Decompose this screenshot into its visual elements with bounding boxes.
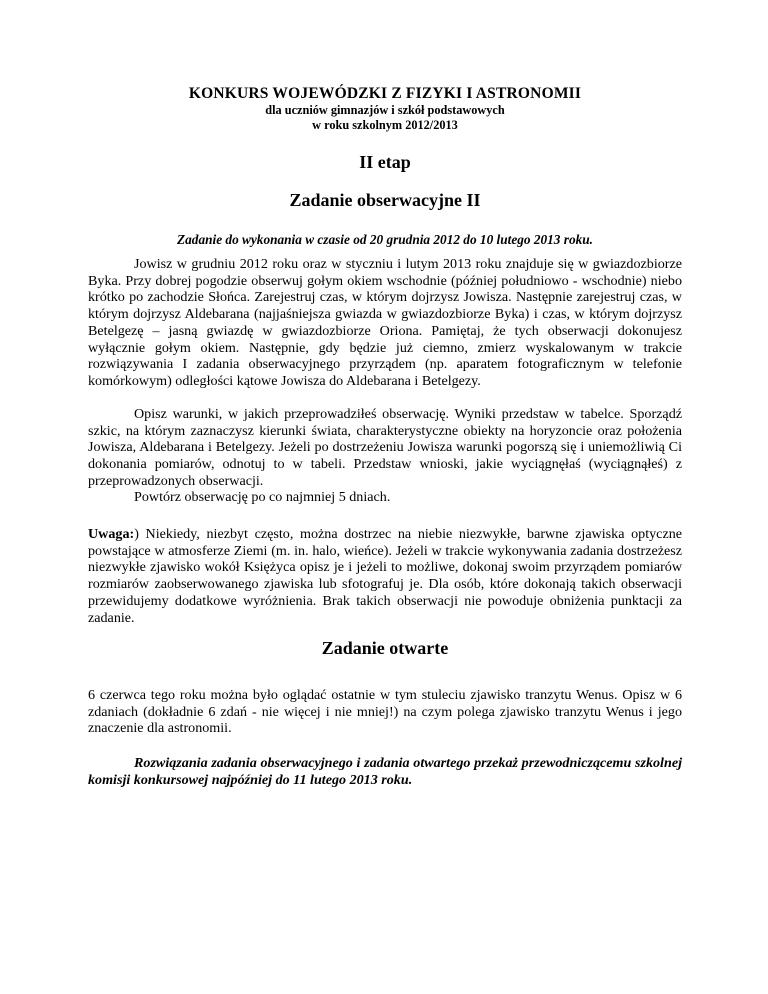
task1-paragraph-1: Jowisz w grudniu 2012 roku oraz w styczniu i lutym 2013 roku znajduje się w gwiazdozbiorze Byka. Przy dobrej pogodzie obserwuj gołym okiem wschodnie (później południowo - wschodnie) niebo krótko po zachodzie Słońca. Zarejestruj czas, w którym dojrzysz Jowisza. Następnie zarejestruj czas, w którym dojrzysz Aldebarana (najjaśniejsza gwiazda w gwiazdozbiorze Byka) i czas, w którym dojrzysz Betelgezę – jasną gwiazdę w gwiazdozbiorze Oriona. Pamiętaj, że tych obserwacji dokonujesz wyłącznie gołym okiem. Następnie, gdy będzie już ciemno, zmierz wyskalowanym w trakcie rozwiązywania I zadania obserwacyjnego przyrządem (np. aparatem fotograficznym w telefonie komórkowym) odległości kątowe Jowisza do Aldebarana i Betelgezy. bbox=[88, 256, 682, 389]
note-label: Uwaga: bbox=[88, 526, 135, 542]
subtitle-line-1: dla uczniów gimnazjów i szkół podstawowych bbox=[265, 103, 505, 117]
task2-heading: Zadanie otwarte bbox=[321, 638, 449, 658]
task2-text: 6 czerwca tego roku można było oglądać ostatnie w tym stuleciu zjawisko tranzytu Wenus. Opisz w 6 zdaniach (dokładnie 6 zdań - nie więcej i nie mniej!) na czym polega zjawisko tranzytu Wenus i jego znaczenie dla astronomii. bbox=[88, 687, 682, 737]
task1-paragraph-3: Powtórz obserwację po co najmniej 5 dniach. bbox=[134, 489, 391, 505]
task1-note bbox=[88, 526, 682, 626]
task1-heading: Zadanie obserwacyjne II bbox=[289, 190, 481, 210]
task1-deadline: Zadanie do wykonania w czasie od 20 grudnia 2012 do 10 lutego 2013 roku. bbox=[177, 232, 593, 247]
competition-title: KONKURS WOJEWÓDZKI Z FIZYKI I ASTRONOMII bbox=[188, 85, 582, 102]
task1-paragraph-2: Opisz warunki, w jakich przeprowadziłeś obserwację. Wyniki przedstaw w tabelce. Sporządź szkic, na którym zaznaczysz kierunki świata, charakterystyczne obiekty na horyzoncie oraz położenia Jowisza, Aldebarana i Betelgezy. Jeżeli po dostrzeżeniu Jowisza warunki pogorszą się i uniemożliwią Ci dokonania pomiarów, odnotuj to w tabeli. Przedstaw wnioski, jakie wyciągnęłaś (wyciągnąłeś) z przeprowadzonych obserwacji. bbox=[88, 406, 682, 489]
document-page bbox=[88, 84, 682, 788]
subtitle-line-2: w roku szkolnym 2012/2013 bbox=[312, 118, 458, 132]
note-text: ) Niekiedy, niezbyt często, można dostrzec na niebie niezwykłe, barwne zjawiska optyczne powstające w atmosferze Ziemi (m. in. halo, wieńce). Jeżeli w trakcie wykonywania zadania dostrzeżesz niezwykłe zjawisko wokół Księżyca opisz je i jeżeli to możliwe, dokonaj swoim przyrządem pomiarów rozmiarów zaobserwowanego zjawiska lub sfotografuj je. Dla osób, które dokonają takich obserwacji przewidujemy dodatkowe wyróżnienia. Brak takich obserwacji nie powoduje obniżenia punktacji za zadanie. bbox=[88, 526, 682, 626]
submission-note: Rozwiązania zadania obserwacyjnego i zadania otwartego przekaż przewodniczącemu szkolnej komisji konkursowej najpóźniej do 11 lutego 2013 roku. bbox=[88, 755, 682, 788]
stage-heading: II etap bbox=[359, 152, 411, 172]
